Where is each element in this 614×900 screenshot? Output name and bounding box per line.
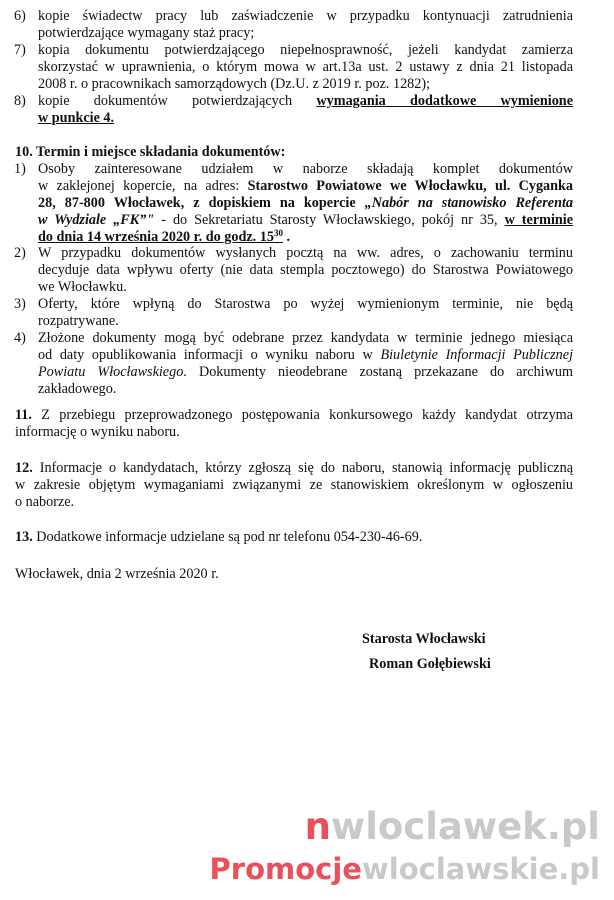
section-11 — [15, 407, 573, 441]
text-line — [15, 407, 573, 424]
text-line: skorzystać w uprawnienia, o którym mowa w art.13a ust. 2 ustawy z dnia 21 listopada — [38, 59, 573, 75]
list-item-7 — [14, 42, 573, 93]
text-line — [38, 364, 573, 381]
watermark-logo-line1 — [305, 806, 600, 848]
watermark-text-grey: wloclawskie.pl — [361, 852, 600, 886]
superscript: 30 — [273, 228, 283, 238]
text-line: 2008 r. o pracownikach samorządowych (Dz.U. z 2019 r. poz. 1282); — [38, 76, 431, 92]
section-10-heading — [15, 144, 573, 161]
text-run: . — [282, 229, 291, 245]
text-run: Z przebiegu przeprowadzonego postępowania konkursowego każdy kandydat otrzyma — [41, 407, 573, 423]
text-run: - do Sekretariatu Starosty Włocławskiego, pokój nr 35, — [161, 212, 498, 228]
text-line: kopie świadectw pracy lub zaświadczenie w przypadku kontynuacji zatrudnienia — [38, 8, 573, 24]
list-number: 3) — [14, 296, 26, 312]
text-run: . Dokumenty nieodebrane zostaną przekazane do archiwum — [183, 364, 573, 380]
text-line — [38, 93, 573, 110]
text-run: wymagania dodatkowe wymienione — [316, 93, 573, 109]
text-line — [38, 178, 573, 195]
text-line — [38, 229, 573, 246]
watermark-logo-line2 — [210, 852, 600, 886]
text-line — [38, 212, 573, 229]
list-number: 1) — [14, 161, 26, 177]
text-line — [38, 110, 573, 127]
text-run: „Nabór na stanowisko Referenta — [364, 195, 573, 211]
text-line: Osoby zainteresowane udziałem w naborze składają komplet dokumentów — [38, 161, 573, 177]
text-run: Powiatu Włocławskiego — [38, 364, 184, 380]
list-number: 6) — [14, 8, 26, 24]
text-run: kopie dokumentów potwierdzających — [38, 93, 293, 109]
list-number: 2) — [14, 245, 26, 261]
text-line — [15, 460, 573, 477]
text-run: 28, 87-800 Włocławek, z dopiskiem na kopercie — [38, 195, 356, 211]
text-line: W przypadku dokumentów wysłanych pocztą na ww. adres, o zachowaniu terminu — [38, 245, 573, 261]
signature-name: Roman Gołębiewski — [369, 656, 491, 672]
text-run: w Wydziale „FK”" — [38, 212, 155, 228]
text-run: Informacje o kandydatach, którzy zgłoszą się do naboru, stanowią informację publiczną — [39, 460, 573, 476]
text-line: potwierdzające wymagany staż pracy; — [38, 25, 255, 41]
section-number: 12. — [15, 460, 33, 476]
place-date — [15, 566, 573, 583]
text-line: kopia dokumentu potwierdzającego niepełnosprawność, jeżeli kandydat zamierza — [38, 42, 573, 58]
section-10-item-2 — [14, 245, 573, 296]
text-run: w zaklejonej kopercie, na adres: — [38, 178, 240, 194]
text-run: Dodatkowe informacje udzielane są pod nr telefonu 054-230-46-69. — [36, 529, 423, 545]
text-line: Oferty, które wpłyną do Starostwa po wyżej wymienionym terminie, nie będą — [38, 296, 573, 312]
section-number: 11. — [15, 407, 32, 423]
section-number: 13. — [15, 529, 33, 545]
watermark-text-grey: wloclawek.pl — [331, 805, 600, 848]
section-12 — [15, 460, 573, 511]
list-item-8 — [14, 93, 573, 127]
text-line — [15, 529, 573, 546]
text-line: o naborze. — [15, 494, 75, 510]
list-number: 8) — [14, 93, 26, 109]
text-line: decyduje data wpływu oferty (nie data stempla pocztowego) do Starostwa Powiatowego — [38, 262, 573, 278]
text-line: informację o wyniku naboru. — [15, 424, 180, 440]
section-10-item-3 — [14, 296, 573, 330]
text-line: Złożone dokumenty mogą być odebrane przez kandydata w terminie jednego miesiąca — [38, 330, 573, 346]
section-13 — [15, 529, 573, 546]
heading-text: 10. Termin i miejsce składania dokumentów: — [15, 144, 286, 160]
text-run: w terminie — [504, 212, 574, 228]
text-run: Starostwo Powiatowe we Włocławku, ul. Cyganka — [247, 178, 574, 194]
date-text: Włocławek, dnia 2 września 2020 r. — [15, 566, 219, 582]
watermark-text-accent: Promocje — [209, 852, 362, 886]
section-10-item-1 — [14, 161, 574, 246]
text-line — [38, 347, 573, 364]
text-line: w zakresie objętym wymaganiami związanymi ze stanowiskiem określonym w ogłoszeniu — [15, 477, 573, 493]
section-10-item-4 — [14, 330, 574, 398]
text-line — [38, 195, 573, 212]
text-line: rozpatrywane. — [38, 313, 119, 329]
list-number: 7) — [14, 42, 26, 58]
text-run: od daty opublikowania informacji o wyniku naboru w — [38, 347, 373, 363]
text-run: Biuletynie Informacji Publicznej — [380, 347, 574, 363]
text-run: w punkcie 4. — [38, 110, 115, 126]
text-line: we Włocławku. — [38, 279, 127, 295]
watermark-text-accent: n — [304, 805, 332, 848]
list-item-6 — [14, 8, 573, 42]
text-line: zakładowego. — [38, 381, 117, 397]
signature-title: Starosta Włocławski — [362, 631, 486, 647]
list-number: 4) — [14, 330, 26, 346]
text-run: do dnia 14 września 2020 r. do godz. 15 — [38, 229, 274, 245]
